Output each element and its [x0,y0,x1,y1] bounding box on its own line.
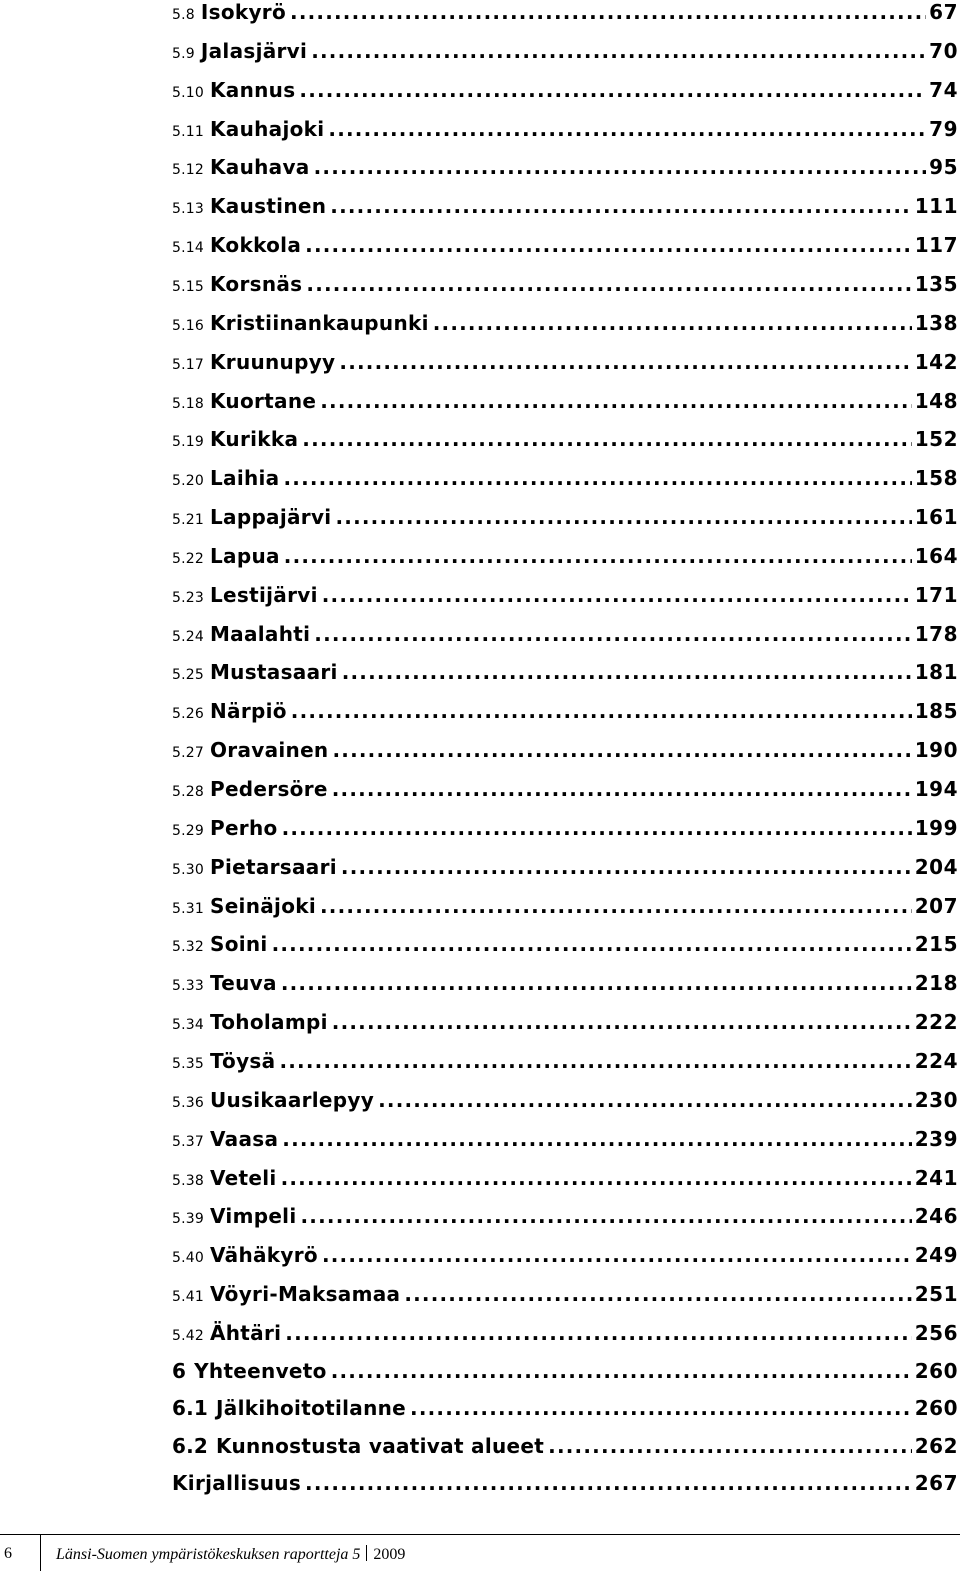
toc-dot-leader [282,1127,911,1151]
toc-entry-number: 5.28 [172,784,204,800]
toc-entry-page: 262 [914,1433,958,1458]
toc-entry-page: 111 [914,194,958,219]
toc-entry-page: 249 [914,1243,958,1268]
toc-entry-title: Pietarsaari [209,854,337,879]
toc-entry-title: Isokyrö [200,0,287,24]
toc-entry-number: 5.37 [172,1133,204,1150]
toc-entry [172,350,958,380]
toc-entry [172,1127,958,1157]
toc-dot-leader [281,971,912,995]
toc-entry-number: 6 [172,1358,187,1383]
toc-dot-leader [284,544,912,568]
toc-entry-number: 5.30 [172,861,204,878]
toc-entry [172,1088,958,1118]
toc-dot-leader [282,816,912,840]
toc-dot-leader [341,855,912,879]
toc-entry-title: Kaustinen [209,194,327,219]
toc-dot-leader [290,0,926,24]
toc-dot-leader [311,39,926,63]
toc-entry [172,1204,958,1234]
toc-dot-leader [548,1434,912,1458]
toc-entry-page: 79 [929,116,958,141]
toc-entry-title: Kristiinankaupunki [209,310,429,335]
toc-entry-number: 5.10 [172,84,204,101]
toc-entry [172,1434,958,1464]
toc-entry-page: 190 [914,738,958,763]
toc-entry [172,816,958,846]
toc-dot-leader [281,1166,912,1190]
toc-entry [172,0,958,30]
toc-entry-page: 215 [914,932,958,957]
toc-entry [172,894,958,924]
toc-entry-title: Kuortane [209,388,317,413]
toc-entry [172,505,958,535]
toc-entry-page: 171 [914,582,958,607]
toc-dot-leader [283,466,911,490]
toc-dot-leader [291,699,912,723]
toc-entry-title: Jälkihoitotilanne [216,1396,407,1421]
toc-entry-page: 117 [914,233,958,258]
toc-entry [172,466,958,496]
toc-entry-title: Teuva [209,971,277,996]
toc-entry [172,117,958,147]
toc-entry-title: Lapua [209,543,280,568]
toc-entry-page: 74 [929,77,958,102]
toc-entry-number: 5.39 [172,1211,204,1228]
toc-entry [172,855,958,885]
toc-entry-page: 222 [914,1010,958,1035]
toc-entry-title: Kauhava [209,155,310,180]
toc-entry-page: 241 [914,1165,958,1190]
toc-dot-leader [331,1359,912,1383]
toc-entry-number: 5.15 [172,278,204,295]
toc-entry [172,583,958,613]
toc-entry-page: 260 [914,1396,958,1421]
toc-entry-page: 148 [914,388,958,413]
toc-entry-number: 6.2 [172,1433,209,1458]
toc-dot-leader [322,1243,912,1267]
toc-entry-page: 164 [914,543,958,568]
toc-dot-leader [404,1282,911,1306]
toc-entry-title: Mustasaari [209,660,338,685]
toc-entry-title: Ähtäri [209,1320,282,1345]
toc-entry-number: 5.35 [172,1055,204,1072]
toc-dot-leader [320,389,912,413]
footer-series-title: Länsi-Suomen ympäristökeskuksen raportteja 5 [56,1546,361,1563]
toc-entry-number: 5.29 [172,822,204,839]
toc-entry-title: Vöyri-Maksamaa [209,1282,401,1307]
toc-entry-title: Yhteenveto [194,1358,327,1383]
toc-entry-number: 5.25 [172,667,204,684]
toc-entry-number: 5.23 [172,589,204,606]
toc-entry-page: 204 [914,854,958,879]
toc-dot-leader [322,583,912,607]
footer-rule [0,1534,960,1535]
toc-dot-leader [314,155,927,179]
toc-entry-title: Jalasjärvi [200,38,308,63]
toc-dot-leader [272,932,912,956]
toc-entry-page: 199 [914,815,958,840]
toc-entry [172,1282,958,1312]
toc-entry [172,389,958,419]
toc-entry-number: 5.12 [172,162,204,179]
toc-entry-page: 67 [929,0,958,24]
toc-entry-page: 158 [914,466,958,491]
toc-entry-page: 161 [914,505,958,530]
toc-entry-title: Vaasa [209,1126,279,1151]
toc-dot-leader [378,1088,912,1112]
toc-entry-number: 5.26 [172,706,204,723]
toc-entry-number: 5.9 [172,45,195,62]
toc-entry-number: 5.20 [172,473,204,490]
toc-entry-page: 142 [914,349,958,374]
toc-entry [172,233,958,263]
toc-entry [172,155,958,185]
toc-entry [172,311,958,341]
footer-series [56,1545,405,1564]
toc-entry [172,738,958,768]
toc-entry-title: Kirjallisuus [172,1471,302,1496]
toc-dot-leader [301,1204,912,1228]
toc-entry [172,622,958,652]
toc-entry-title: Maalahti [209,621,311,646]
toc-entry-title: Kruunupyy [209,349,336,374]
toc-entry-page: 181 [914,660,958,685]
toc-entry [172,1010,958,1040]
toc-entry [172,78,958,108]
toc-entry [172,1471,958,1501]
toc-entry-title: Kannus [209,77,296,102]
toc-entry-number: 5.19 [172,434,204,451]
toc-entry-page: 194 [914,777,958,801]
toc-entry-title: Laihia [209,466,280,491]
toc-dot-leader [332,1010,912,1034]
toc-entry [172,1049,958,1079]
toc-entry-title: Veteli [209,1165,277,1190]
toc-entry-number: 5.11 [172,123,204,140]
footer-divider [40,1534,41,1571]
toc-entry-title: Vimpeli [209,1204,297,1229]
toc-entry-title: Uusikaarlepyy [209,1087,375,1112]
toc-entry-page: 246 [914,1204,958,1229]
toc-entry-number: 5.34 [172,1017,204,1034]
footer-separator [366,1545,367,1561]
toc-entry [172,272,958,302]
toc-entry [172,699,958,729]
toc-dot-leader [410,1396,912,1420]
toc-dot-leader [339,350,911,374]
toc-entry-page: 256 [914,1320,958,1345]
toc-entry-number: 5.21 [172,512,204,529]
toc-entry [172,427,958,457]
toc-dot-leader [433,311,912,335]
toc-entry-title: Pedersöre [209,777,328,801]
toc-entry-title: Lappajärvi [209,505,332,530]
toc-entry-number: 5.18 [172,395,204,412]
toc-entry [172,1321,958,1351]
toc-entry-title: Närpiö [209,699,287,724]
toc-dot-leader [285,1321,911,1345]
toc-entry-number: 5.13 [172,201,204,218]
toc-entry-page: 138 [914,310,958,335]
toc-entry-number: 6.1 [172,1396,209,1421]
toc-entry [172,1359,958,1389]
toc-dot-leader [305,1471,912,1495]
toc-entry-page: 251 [914,1282,958,1307]
toc-entry-page: 135 [914,271,958,296]
toc-entry-number: 5.16 [172,317,204,334]
toc-entry-page: 267 [914,1471,958,1496]
toc-entry-page: 70 [929,38,958,63]
toc-entry-title: Vähäkyrö [209,1243,318,1268]
toc-entry-number: 5.31 [172,900,204,917]
toc-dot-leader [335,505,911,529]
toc-entry-number: 5.32 [172,939,204,956]
toc-entry-number: 5.41 [172,1289,204,1306]
toc-dot-leader [314,622,911,646]
toc-dot-leader [302,427,911,451]
toc-entry-title: Lestijärvi [209,582,318,607]
toc-entry-title: Kunnostusta vaativat alueet [216,1433,545,1458]
toc-entry [172,932,958,962]
toc-entry-page: 224 [914,1048,958,1073]
toc-dot-leader [330,194,911,218]
toc-entry-number: 5.36 [172,1094,204,1111]
toc-entry-number: 5.33 [172,978,204,995]
toc-entry-page: 207 [914,893,958,918]
footer-year: 2009 [373,1546,406,1563]
toc-entry [172,544,958,574]
toc-entry-title: Kurikka [209,427,299,452]
toc-entry [172,660,958,690]
toc-entry [172,777,958,807]
toc-entry-page: 95 [929,155,958,180]
footer-page-number: 6 [4,1545,12,1562]
toc-entry-page: 260 [914,1358,958,1383]
toc-entry-title: Seinäjoki [209,893,316,918]
toc-dot-leader [306,272,911,296]
toc-entry [172,1166,958,1196]
toc-entry-page: 230 [914,1087,958,1112]
toc-entry-title: Korsnäs [209,271,303,296]
toc-entry-title: Töysä [209,1048,276,1073]
toc-entry [172,971,958,1001]
toc-entry-number: 5.24 [172,628,204,645]
toc-entry-number: 5.40 [172,1250,204,1267]
toc-entry-title: Toholampi [209,1010,328,1035]
toc-entry [172,1243,958,1273]
toc-dot-leader [320,894,912,918]
toc-entry-number: 5.8 [172,7,195,23]
toc-entry-number: 5.17 [172,356,204,373]
toc-entry-page: 185 [914,699,958,724]
toc-entry-number: 5.14 [172,240,204,257]
toc-dot-leader [279,1049,911,1073]
toc-dot-leader [332,777,912,801]
toc-dot-leader [342,660,912,684]
toc-entry-title: Kauhajoki [209,116,325,141]
toc-entry-number: 5.38 [172,1172,204,1189]
toc-entry-title: Soini [209,932,268,957]
toc-entry-number: 5.27 [172,745,204,762]
toc-entry-title: Perho [209,815,278,840]
toc-dot-leader [305,233,912,257]
toc-entry-number: 5.22 [172,550,204,567]
toc-dot-leader [328,117,926,141]
toc-entry-page: 152 [914,427,958,452]
toc-entry-number: 5.42 [172,1327,204,1344]
toc-entry [172,39,958,69]
toc-entry-page: 178 [914,621,958,646]
toc-entry-page: 239 [914,1126,958,1151]
toc-entry [172,194,958,224]
toc-dot-leader [332,738,911,762]
toc-entry-title: Oravainen [209,738,329,763]
toc-dot-leader [299,78,926,102]
toc-entry-title: Kokkola [209,233,302,258]
toc-entry [172,1396,958,1426]
toc-entry-page: 218 [914,971,958,996]
